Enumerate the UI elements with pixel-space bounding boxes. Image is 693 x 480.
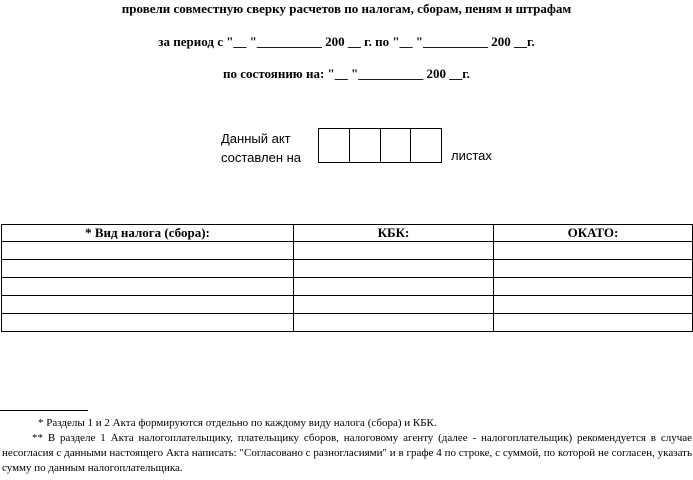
table-cell[interactable] <box>2 278 294 296</box>
table-row <box>2 296 693 314</box>
table-cell[interactable] <box>294 296 494 314</box>
sheet-count-boxes <box>318 128 442 163</box>
table-cell[interactable] <box>494 296 693 314</box>
sheet-count-box[interactable] <box>319 129 350 162</box>
footnote-separator <box>0 410 88 411</box>
column-header-tax-type: * Вид налога (сбора): <box>2 225 294 242</box>
table-cell[interactable] <box>2 260 294 278</box>
footnote-2: ** В разделе 1 Акта налогоплательщику, плательщику сборов, налоговому агенту (далее - налогоплательщик) рекомендуется в случае несогласия с данными настоящего Акта написать: "Согласовано с разногласиями" и в графе 4 по строке, с суммой, по которой не согласен, указать сумму по данным налогоплательщика. <box>2 432 692 474</box>
table-cell[interactable] <box>494 278 693 296</box>
sheets-label: листах <box>451 148 492 163</box>
tax-table <box>1 224 693 332</box>
heading-reconciliation: провели совместную сверку расчетов по налогам, сборам, пеням и штрафам <box>121 1 572 16</box>
table-header-row <box>2 225 693 242</box>
act-label-line2: составлен на <box>221 150 302 165</box>
table-cell[interactable] <box>294 314 494 332</box>
footnotes <box>2 416 692 476</box>
table-row <box>2 242 693 260</box>
table-cell[interactable] <box>294 260 494 278</box>
sheet-count-box[interactable] <box>350 129 381 162</box>
table-cell[interactable] <box>294 278 494 296</box>
sheet-count-box[interactable] <box>411 129 441 162</box>
table-cell[interactable] <box>494 260 693 278</box>
table-cell[interactable] <box>2 296 294 314</box>
table-cell[interactable] <box>494 314 693 332</box>
sheet-count-box[interactable] <box>381 129 412 162</box>
act-sheet-count-label <box>221 129 301 167</box>
heading-as-of-date: по состоянию на: "__ "__________ 200 __г. <box>223 66 470 81</box>
footnote-1: * Разделы 1 и 2 Акта формируются отдельно по каждому виду налога (сбора) и КБК. <box>38 417 437 429</box>
column-header-okato: ОКАТО: <box>494 225 693 242</box>
table-cell[interactable] <box>2 242 294 260</box>
table-row <box>2 260 693 278</box>
table-cell[interactable] <box>294 242 494 260</box>
table-row <box>2 278 693 296</box>
act-label-line1: Данный акт <box>221 131 291 146</box>
table-cell[interactable] <box>2 314 294 332</box>
table-cell[interactable] <box>494 242 693 260</box>
heading-period: за период с "__ "__________ 200 __ г. по "__ "__________ 200 __г. <box>158 34 535 49</box>
column-header-kbk: КБК: <box>294 225 494 242</box>
table-row <box>2 314 693 332</box>
